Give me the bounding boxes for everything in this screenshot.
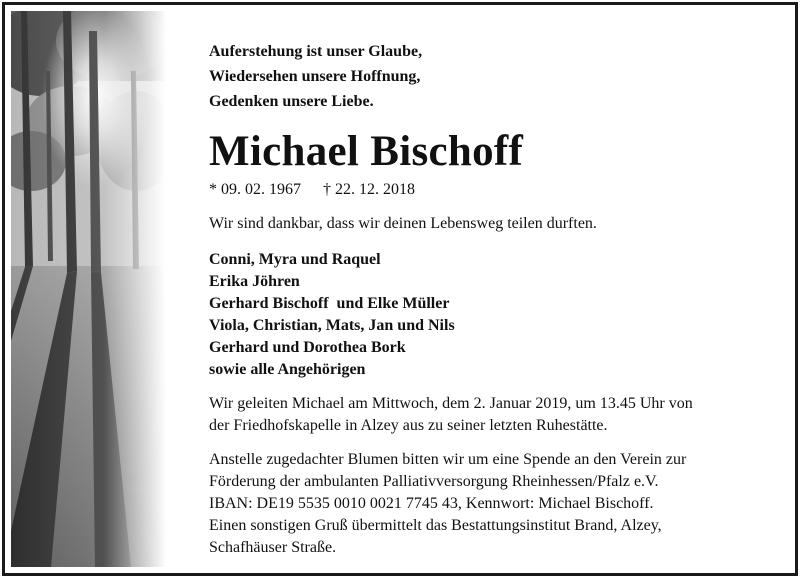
donation-line: Anstelle zugedachter Blumen bitten wir um eine Spende an den Verein zur <box>209 451 687 468</box>
donation-line: Schafhäuser Straße. <box>209 539 337 556</box>
obituary-frame <box>2 2 798 576</box>
relative-line: Erika Jöhren <box>209 273 300 290</box>
funeral-line: Wir geleiten Michael am Mittwoch, dem 2. Januar 2019, um 13.45 Uhr von <box>209 395 693 412</box>
donation-notice <box>209 449 769 559</box>
donation-line: Einen sonstigen Gruß übermittelt das Bestattungsinstitut Brand, Alzey, <box>209 517 662 534</box>
deceased-name: Michael Bischoff <box>209 128 524 175</box>
thanks-text: Wir sind dankbar, dass wir deinen Lebensweg teilen durften. <box>209 215 597 232</box>
relatives-list <box>209 249 769 381</box>
funeral-line: der Friedhofskapelle in Alzey aus zu seiner letzten Ruhestätte. <box>209 417 608 434</box>
motto-line: Auferstehung ist unser Glaube, <box>209 43 423 60</box>
relative-line: sowie alle Angehörigen <box>209 361 366 378</box>
motto-line: Wiedersehen unsere Hoffnung, <box>209 68 421 85</box>
donation-line: IBAN: DE19 5535 0010 0021 7745 43, Kennwort: Michael Bischoff. <box>209 495 654 512</box>
birth-date: * 09. 02. 1967 <box>209 181 301 198</box>
obituary-text <box>209 39 769 559</box>
donation-line: Förderung der ambulanten Palliativversorgung Rheinhessen/Pfalz e.V. <box>209 473 659 490</box>
life-dates <box>209 179 769 201</box>
death-date: † 22. 12. 2018 <box>323 181 415 198</box>
relative-line: Conni, Myra und Raquel <box>209 251 381 268</box>
relative-line: Viola, Christian, Mats, Jan und Nils <box>209 317 455 334</box>
motto-line: Gedenken unsere Liebe. <box>209 93 374 110</box>
relative-line: Gerhard und Dorothea Bork <box>209 339 406 356</box>
park-trees-photo <box>11 11 166 567</box>
relative-line: Gerhard Bischoff und Elke Müller <box>209 295 450 312</box>
funeral-notice <box>209 393 769 437</box>
motto-verse <box>209 39 769 114</box>
